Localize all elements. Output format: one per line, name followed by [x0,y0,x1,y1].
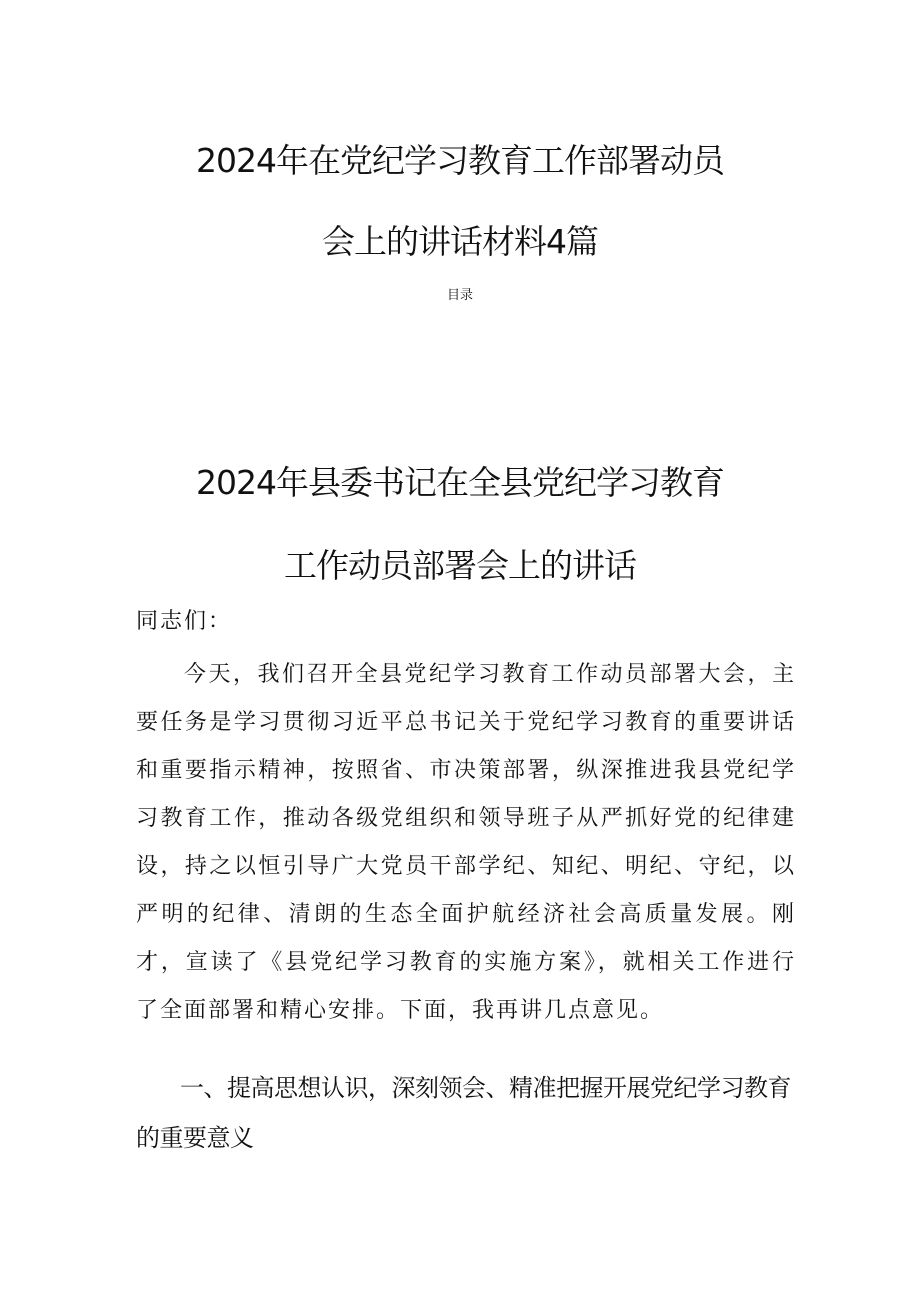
table-of-contents-label: 目录 [446,288,473,303]
section-title-line-2: 工作动员部署会上的讲话 [284,546,636,585]
section-title-line-1: 2024年县委书记在全县党纪学习教育 [196,463,724,502]
body-paragraph: 今天，我们召开全县党纪学习教育工作动员部署大会，主要任务是学习贯彻习近平总书记关于党纪学习教育的重要讲话和重要指示精神，按照省、市决策部署，纵深推进我县党纪学习教育工作，推动各级党组织和领导班子从严抓好党的纪律建设，持之以恒引导广大党员干部学纪、知纪、明纪、守纪，以严明的纪律、清朗的生态全面护航经济社会高质量发展。刚才，宣读了《县党纪学习教育的实施方案》，就相关工作进行了全面部署和精心安排。下面，我再讲几点意见。 [136,662,796,1023]
document-title-line-2: 会上的讲话材料4篇 [322,222,598,261]
section-heading-1: 一、提高思想认识，深刻领会、精准把握开展党纪学习教育的重要意义 [136,1074,791,1152]
salutation: 同志们： [136,609,233,634]
document-title-line-1: 2024年在党纪学习教育工作部署动员 [196,141,724,180]
